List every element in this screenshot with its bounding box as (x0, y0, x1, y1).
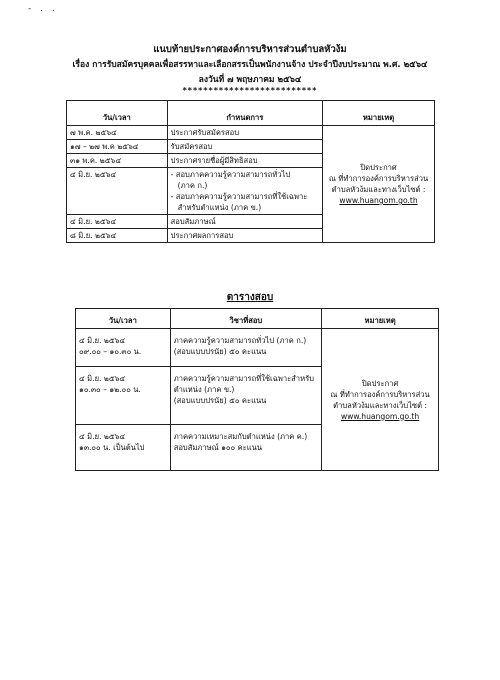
row-date: ๗ พ.ค. ๒๕๖๔ (67, 126, 168, 140)
row-subject (170, 425, 321, 471)
exam-table-title: ตารางสอบ (226, 292, 274, 303)
row-time: ๑๐.๓๐ – ๑๒.๐๐ น. (79, 385, 141, 394)
row-date: ๔ มิ.ย. ๒๕๖๔ (79, 374, 126, 383)
doc-date: ลงวันที่ ๗ พฤษภาคม ๒๕๖๔ (198, 75, 302, 85)
col-header-subject: วิชาที่สอบ (170, 309, 321, 329)
task-line: (ภาค ก.) (177, 181, 208, 190)
subject-line: ภาคความรู้ความสามารถทั่วไป (ภาค ก.) (173, 336, 307, 345)
row-task: ประกาศรับสมัครสอบ (167, 126, 322, 140)
row-subject (170, 367, 321, 425)
col-header-remark: หมายเหตุ (323, 101, 435, 126)
note-line: ตำบลหัวง้มและทางเว็บไซต์ : (331, 185, 426, 194)
schedule-table (66, 100, 435, 243)
row-task: รับสมัครสอบ (167, 140, 322, 154)
col-header-datetime: วัน/เวลา (76, 309, 171, 329)
row-datetime (76, 367, 171, 425)
note-line: ปิดประกาศ (360, 163, 397, 172)
table-row (76, 329, 439, 367)
exam-note (322, 329, 439, 471)
exam-header-row (76, 309, 439, 329)
subject-line: (สอบแบบปรนัย) ๕๐ คะแนน (173, 396, 267, 405)
table-row (67, 126, 435, 140)
website-link[interactable]: www.huangom.go.th (339, 196, 418, 205)
row-time: ๐๙.๐๐ – ๑๐.๓๐ น. (79, 347, 142, 356)
row-date: ๘ มิ.ย. ๒๕๖๔ (67, 229, 168, 243)
note-line: ณ ที่ทำการองค์การบริหารส่วน (330, 389, 430, 399)
row-date: ๔ มิ.ย. ๒๕๖๔ (79, 336, 126, 345)
subject-line: ตำแหน่ง (ภาค ข.) (173, 385, 235, 394)
row-time: ๑๓.๐๐ น. เป็นต้นไป (79, 443, 145, 452)
subject-line: ภาคความเหมาะสมกับตำแหน่ง (ภาค ค.) (173, 432, 308, 441)
row-date: ๔ มิ.ย. ๒๕๖๔ (67, 168, 168, 215)
row-datetime (76, 329, 171, 367)
schedule-note (323, 126, 435, 243)
doc-subject: เรื่อง การรับสมัครบุคคลเพื่อสรรหาและเลือกสรรเป็นพนักงานจ้าง ประจำปีงบประมาณ พ.ศ. ๒๕๖๔ (72, 60, 428, 70)
col-header-datetime: วัน/เวลา (67, 101, 168, 126)
note-line: ตำบลหัวง้มและทางเว็บไซต์ : (333, 400, 427, 410)
website-link[interactable]: www.huangom.go.th (340, 411, 420, 421)
subject-line: ภาคความรู้ความสามารถที่ใช้เฉพาะสำหรับ (173, 374, 314, 383)
task-line: - สอบภาคความรู้ความสามารถทั่วไป (170, 170, 291, 179)
note-line: ปิดประกาศ (361, 378, 399, 388)
exam-table (75, 308, 439, 471)
subject-line: สอบสัมภาษณ์ ๑๐๐ คะแนน (173, 443, 263, 452)
row-subject (170, 329, 321, 367)
row-date: ๔ มิ.ย. ๒๕๖๔ (79, 432, 126, 441)
star-divider: ************************** (182, 86, 318, 95)
row-task: ประกาศรายชื่อผู้มีสิทธิสอบ (167, 154, 322, 168)
row-task: ประกาศผลการสอบ (167, 229, 322, 243)
doc-title: แนบท้ายประกาศองค์การบริหารส่วนตำบลหัวง้ม (153, 44, 347, 55)
subject-line: (สอบแบบปรนัย) ๕๐ คะแนน (173, 347, 267, 356)
col-header-remark: หมายเหตุ (322, 309, 439, 329)
task-line: - สอบภาคความรู้ความสามารถที่ใช้เฉพาะ (170, 192, 308, 201)
row-task (167, 168, 322, 215)
note-line: ณ ที่ทำการองค์การบริหารส่วน (328, 174, 429, 183)
row-date: ๔ มิ.ย. ๒๕๖๔ (67, 215, 168, 229)
col-header-schedule: กำหนดการ (167, 101, 322, 126)
row-date: ๓๑ พ.ค. ๒๕๖๔ (67, 154, 168, 168)
row-task: สอบสัมภาษณ์ (167, 215, 322, 229)
top-mark: - . . (28, 4, 58, 14)
row-date: ๑๗ – ๒๗ พ.ค ๒๕๖๔ (67, 140, 168, 154)
task-line: สำหรับตำแหน่ง (ภาค ข.) (177, 203, 262, 212)
row-datetime (76, 425, 171, 471)
schedule-header-row (67, 101, 435, 126)
